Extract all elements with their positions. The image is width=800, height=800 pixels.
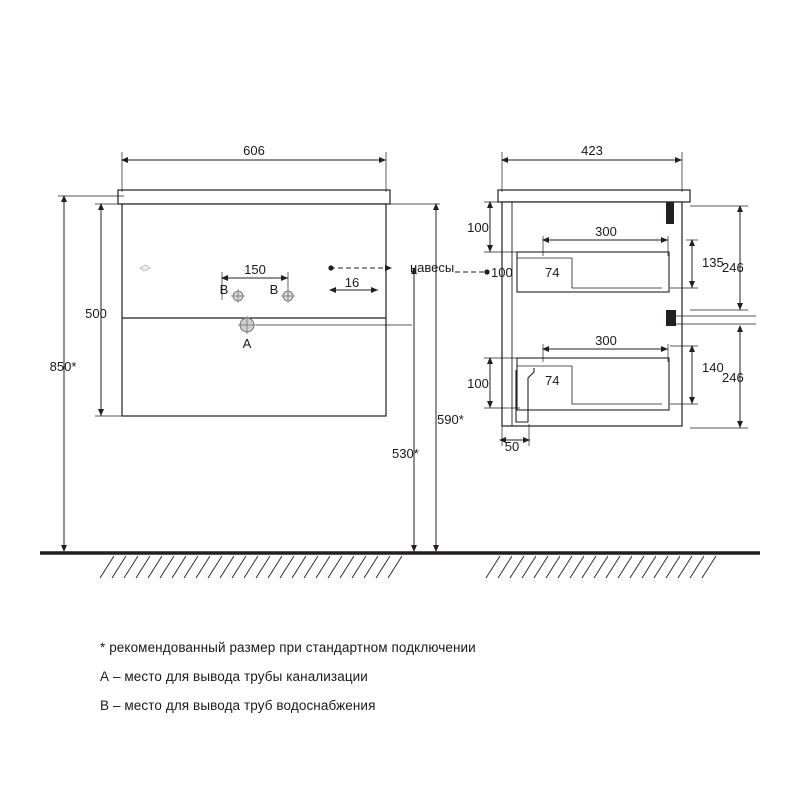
floor-hatching-right <box>486 556 716 578</box>
legend-block <box>100 640 700 727</box>
dim-140-label: 140 <box>702 360 724 375</box>
front-countertop <box>118 190 390 204</box>
dim-150-label: 150 <box>244 262 266 277</box>
dim-100-lower-label: 100 <box>467 376 489 391</box>
legend-item-0: * рекомендованный размер при стандартном подключении <box>100 640 476 655</box>
dim-74-top-label: 74 <box>545 265 560 280</box>
dim-530-label: 530* <box>392 446 419 461</box>
dim-606-label: 606 <box>243 143 265 158</box>
dim-850-label: 850* <box>49 359 77 374</box>
front-cabinet-body <box>122 204 386 416</box>
marker-a-label: A <box>242 336 252 351</box>
floor-group <box>40 553 760 578</box>
dim-16-label: 16 <box>344 275 360 290</box>
legend-item-2: В – место для вывода труб водоснабжения <box>100 698 376 713</box>
hanger-bracket-top <box>666 202 674 224</box>
marker-b-right-label: B <box>269 282 279 297</box>
side-view-group <box>455 143 756 454</box>
floor-hatching-left <box>100 556 402 578</box>
hangers-label: навесы <box>410 260 455 275</box>
dim-246-top-label: 246 <box>722 260 744 275</box>
dim-300-bottom-label: 300 <box>595 333 617 348</box>
dim-246-bottom-label: 246 <box>722 370 744 385</box>
hanger-dot-mid <box>484 269 489 274</box>
front-view-group <box>50 143 464 552</box>
hanger-point-right <box>328 265 333 270</box>
dim-590-label: 590* <box>437 412 464 427</box>
dim-50-label: 50 <box>504 439 520 454</box>
dim-500-label: 500 <box>85 306 107 321</box>
dim-100-top-label: 100 <box>467 220 489 235</box>
legend-item-1: А – место для вывода трубы канализации <box>100 669 368 684</box>
dim-74-bottom-label: 74 <box>545 373 560 388</box>
hanger-bracket-mid <box>666 310 676 326</box>
dim-300-top-label: 300 <box>595 224 617 239</box>
marker-b-left-label: B <box>219 282 229 297</box>
side-countertop <box>498 190 690 202</box>
dim-423-label: 423 <box>581 143 603 158</box>
dim-100-mid-label: 100 <box>491 265 513 280</box>
dim-135-label: 135 <box>702 255 724 270</box>
